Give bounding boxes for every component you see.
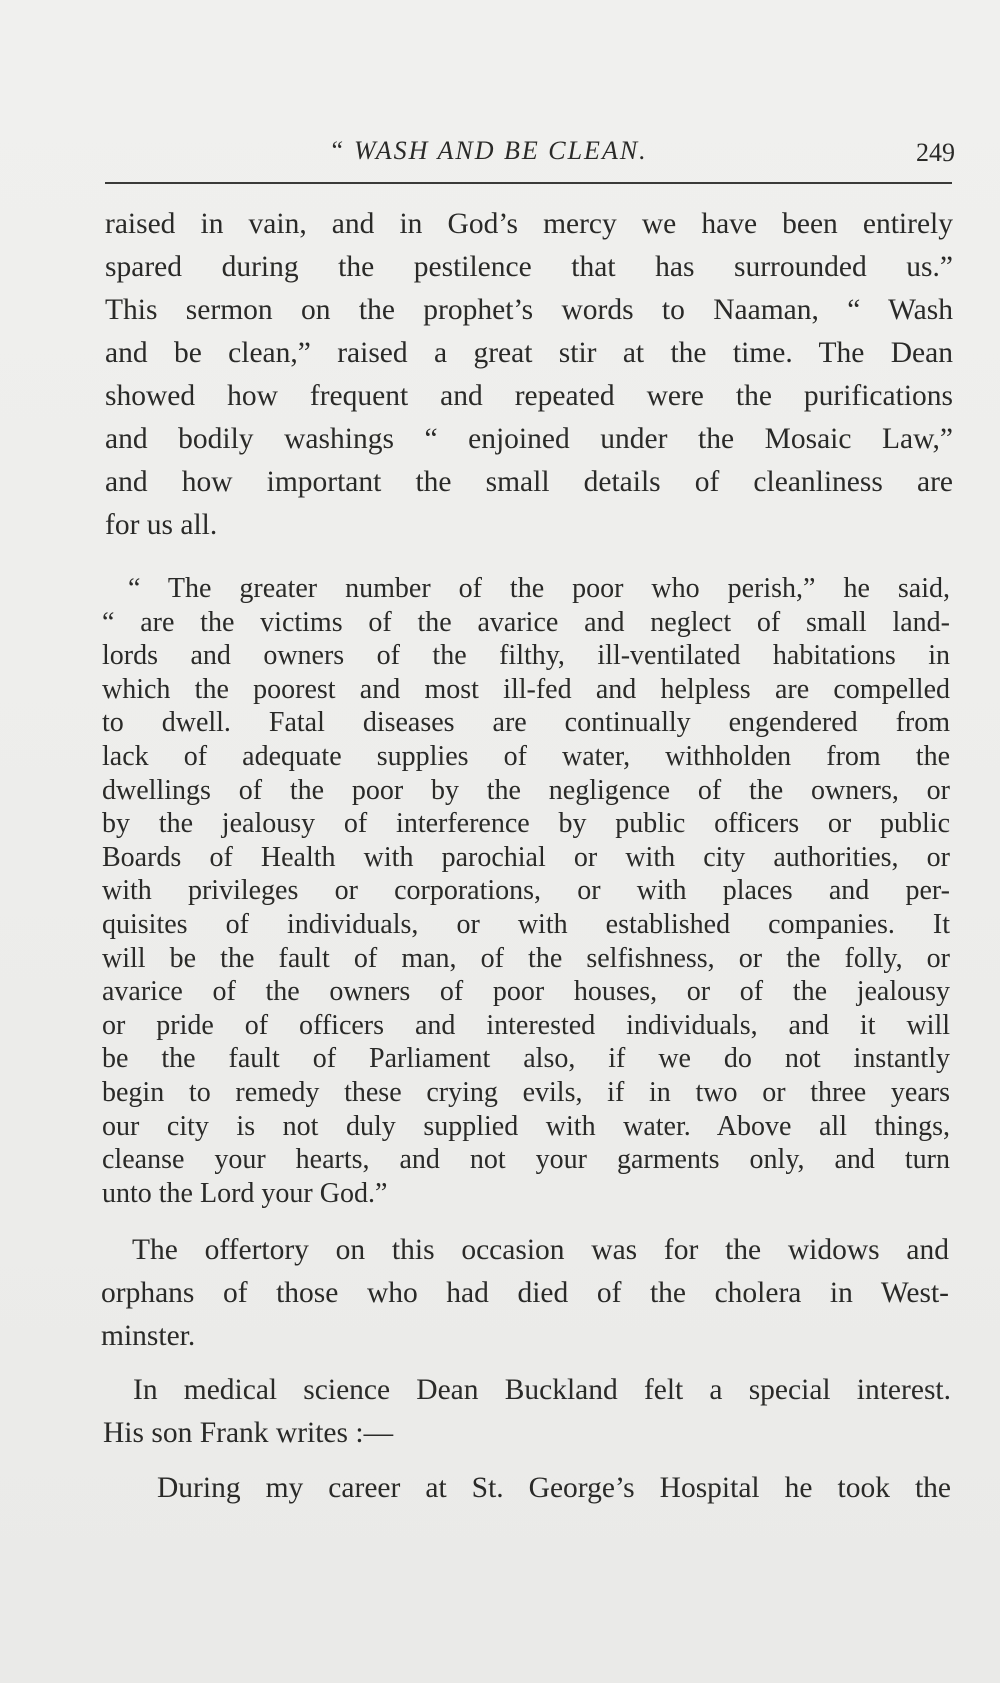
text-line: and how important the small details of cleanliness are [105, 466, 953, 498]
text-line: In medical science Dean Buckland felt a special interest. [133, 1374, 951, 1406]
text-line: “ are the victims of the avarice and neglect of small land- [102, 606, 950, 638]
text-line: by the jealousy of interference by public officers or public [102, 808, 950, 840]
text-line: quisites of individuals, or with established companies. It [102, 908, 950, 940]
text-line: be the fault of Parliament also, if we do not instantly [102, 1043, 950, 1075]
quotation-block [102, 572, 950, 1210]
text-line: to dwell. Fatal diseases are continually engendered from [102, 707, 950, 739]
page-number: 249 [916, 138, 955, 167]
text-line: lack of adequate supplies of water, withholden from the [102, 740, 950, 772]
text-line: lords and owners of the filthy, ill-ventilated habitations in [102, 640, 950, 672]
text-line: avarice of the owners of poor houses, or of the jealousy [102, 976, 950, 1008]
text-line: raised in vain, and in God’s mercy we have been entirely [105, 208, 953, 240]
text-line: unto the Lord your God.” [102, 1177, 388, 1209]
text-line: begin to remedy these crying evils, if in two or three years [102, 1076, 950, 1108]
text-line: with privileges or corporations, or with places and per- [102, 875, 950, 907]
text-line: This sermon on the prophet’s words to Naaman, “ Wash [105, 294, 953, 326]
text-line: The offertory on this occasion was for the widows and [132, 1234, 949, 1266]
text-line: minster. [101, 1320, 196, 1352]
text-line: “ The greater number of the poor who perish,” he said, [128, 573, 950, 604]
text-line: dwellings of the poor by the negligence of the owners, or [102, 774, 950, 806]
text-line: orphans of those who had died of the cholera in West- [101, 1277, 949, 1309]
text-line: and be clean,” raised a great stir at the time. The Dean [105, 337, 953, 369]
text-line: His son Frank writes :— [103, 1417, 394, 1449]
text-line: for us all. [105, 509, 218, 541]
text-line: cleanse your hearts, and not your garments only, and turn [102, 1144, 950, 1176]
text-line: spared during the pestilence that has surrounded us.” [105, 251, 953, 283]
text-line: our city is not duly supplied with water. Above all things, [102, 1110, 950, 1142]
header-rule [105, 182, 952, 184]
paragraph-3 [101, 1229, 949, 1358]
text-line: or pride of officers and interested individuals, and it will [102, 1009, 950, 1041]
paragraph-1 [105, 203, 953, 547]
text-line: During my career at St. George’s Hospital he took the [157, 1472, 951, 1504]
text-line: showed how frequent and repeated were the purifications [105, 380, 953, 412]
paragraph-4 [103, 1369, 951, 1455]
paragraph-5 [157, 1467, 951, 1510]
text-line: and bodily washings “ enjoined under the Mosaic Law,” [105, 423, 953, 455]
running-title: “ WASH AND BE CLEAN. [329, 136, 648, 165]
text-line: will be the fault of man, of the selfishness, or the folly, or [102, 942, 950, 974]
running-head [105, 136, 955, 176]
text-line: Boards of Health with parochial or with city authorities, or [102, 841, 950, 873]
text-line: which the poorest and most ill-fed and helpless are compelled [102, 673, 950, 705]
